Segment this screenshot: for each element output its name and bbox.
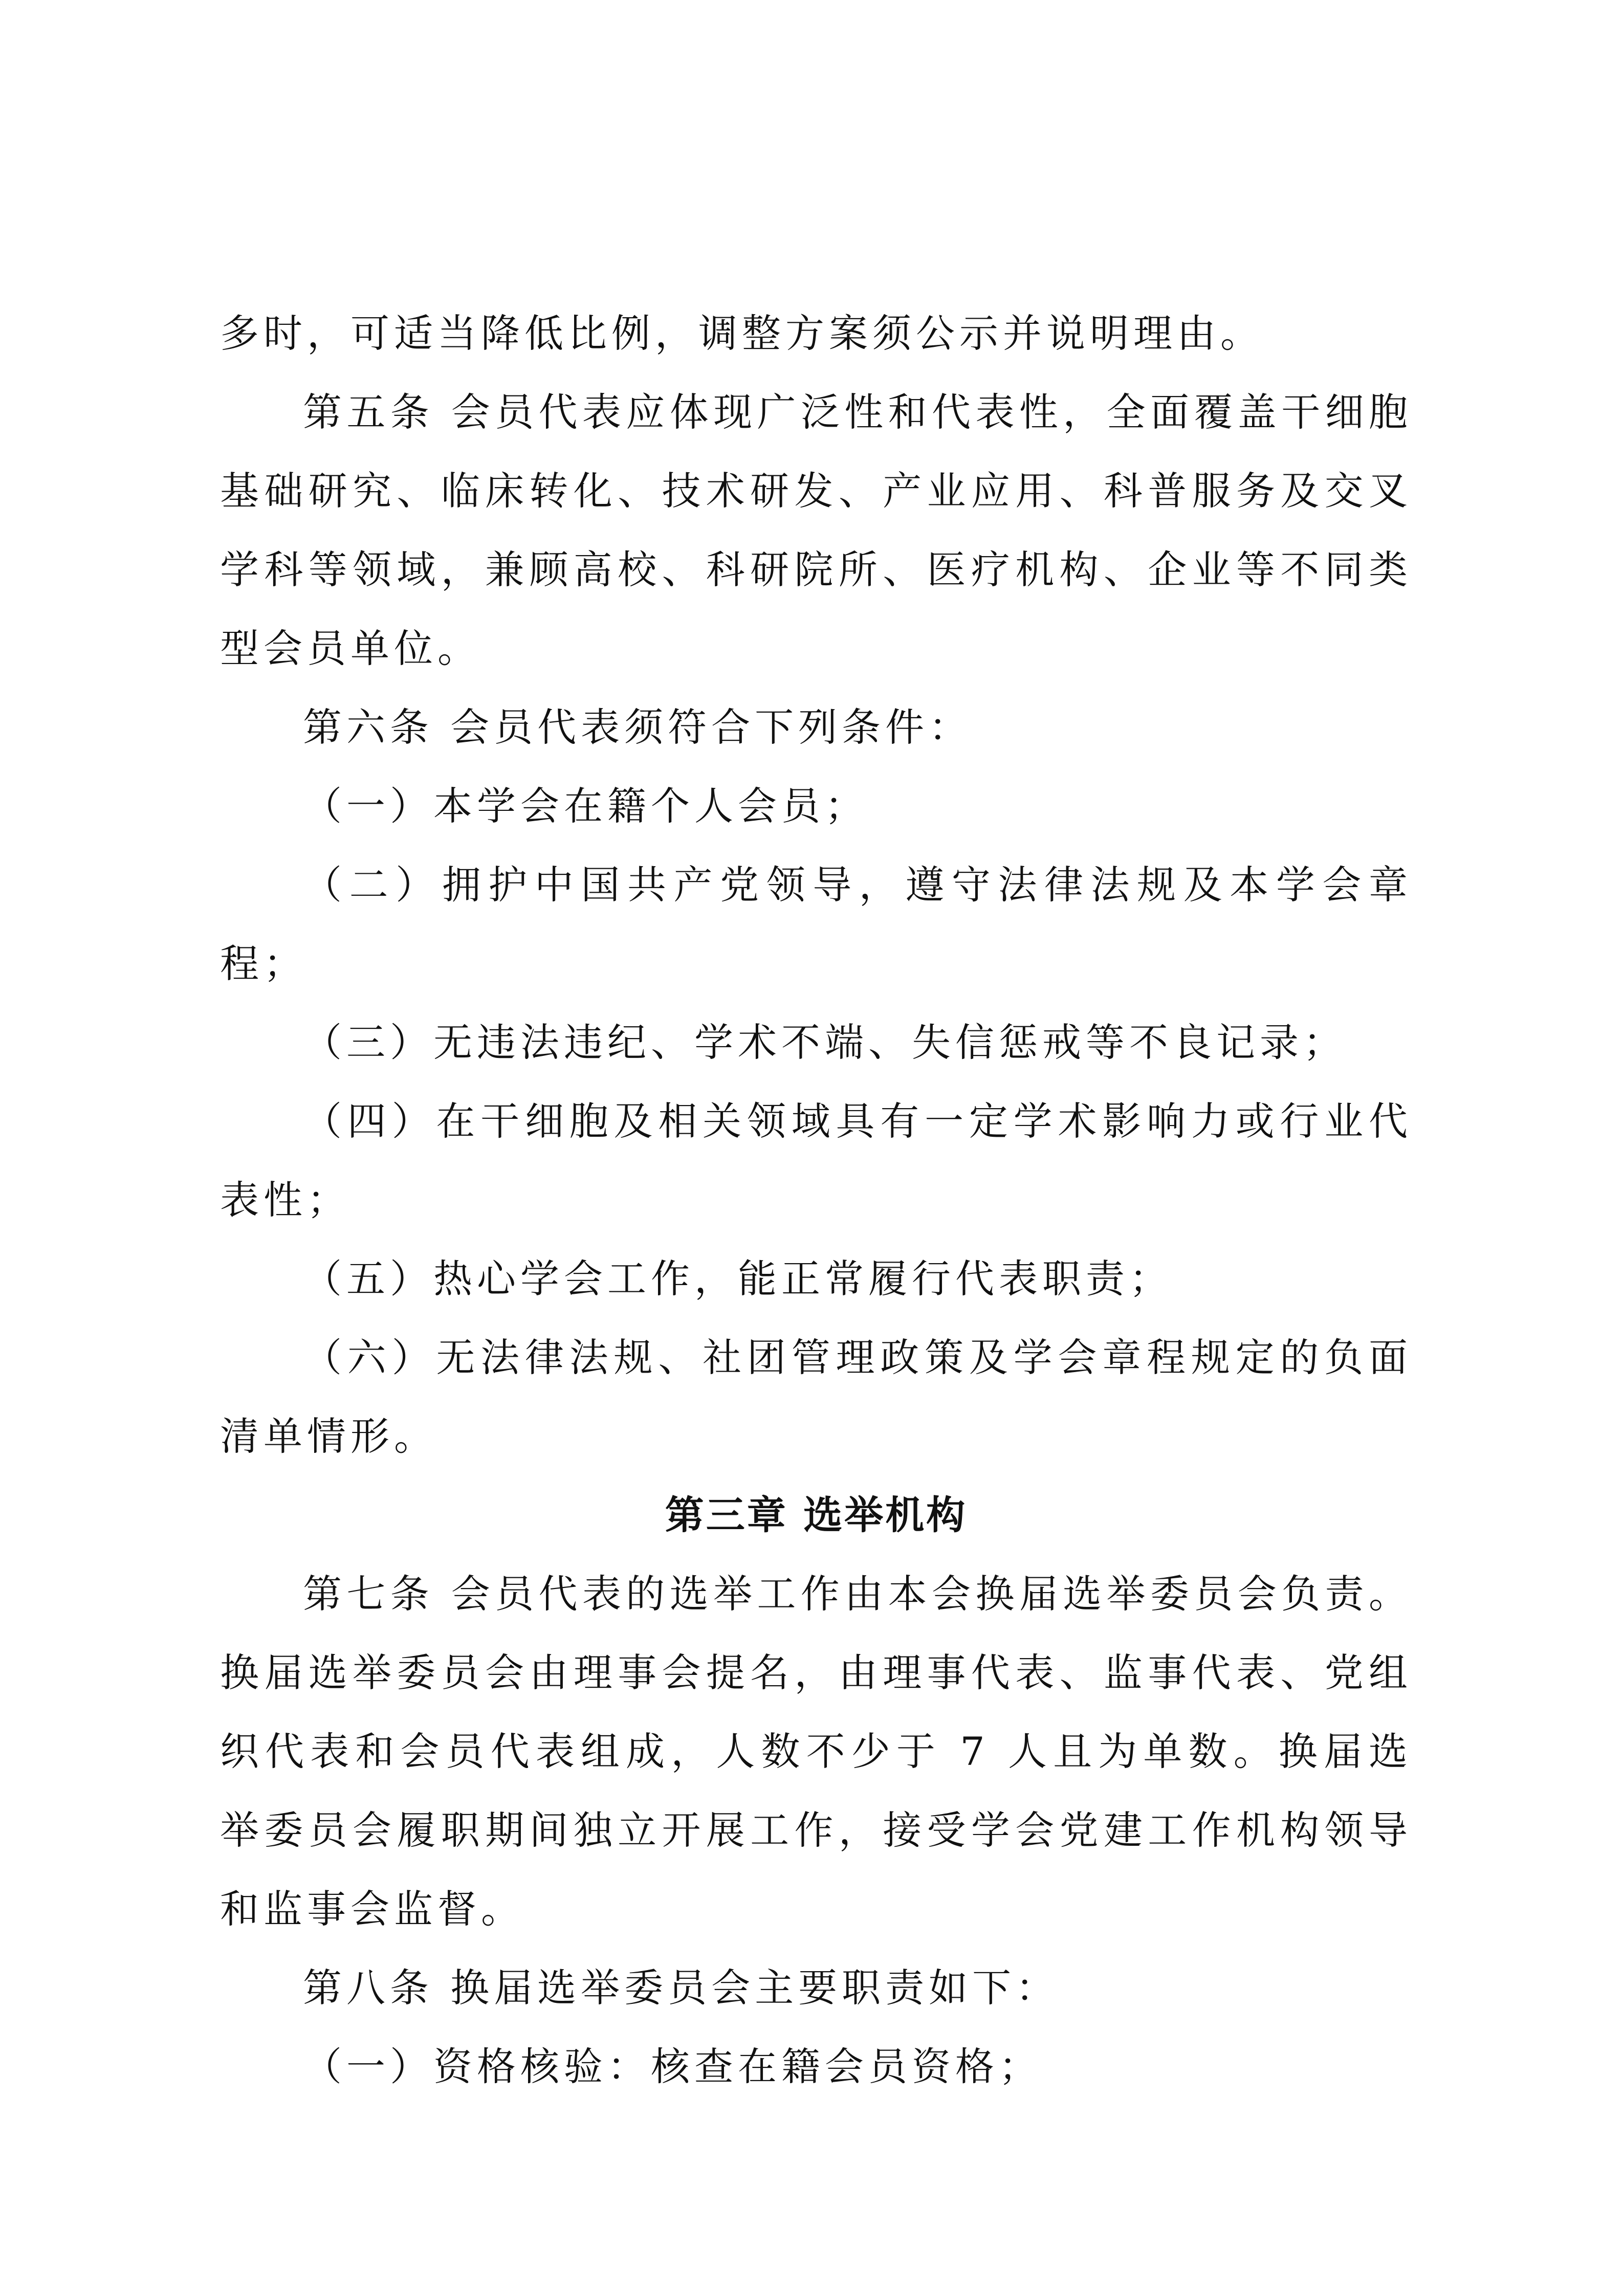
chapter-heading: 第三章 选举机构: [665, 1492, 968, 1538]
article-7: 第七条 会员代表的选举工作由本会换届选举委员会负责。换届选举委员会由理事会提名，由理事代表、监事代表、党组织代表和会员代表组成，人数不少于 7 人且为单数。换届选举委员会履职期间独立开展工作，接受学会党建工作机构领导和监事会监督。: [220, 1571, 1412, 1932]
article-6-item-3: （三）无违法违纪、学术不端、失信惩戒等不良记录；: [303, 1020, 1347, 1065]
document-body: [220, 294, 1412, 2106]
article-6-item-5: （五）热心学会工作，能正常履行代表职责；: [303, 1256, 1173, 1301]
article-8: 第八条 换届选举委员会主要职责如下：: [303, 1965, 1060, 2011]
article-6-item-4: （四）在干细胞及相关领域具有一定学术影响力或行业代表性；: [220, 1098, 1412, 1223]
article-6-item-2: （二）拥护中国共产党领导，遵守法律法规及本学会章程；: [220, 862, 1412, 986]
article-8-item-1: （一）资格核验：核查在籍会员资格；: [303, 2044, 1042, 2089]
article-6-item-6: （六）无法律法规、社团管理政策及学会章程规定的负面清单情形。: [220, 1335, 1412, 1459]
article-6-item-1: （一）本学会在籍个人会员；: [303, 783, 868, 829]
article-5: 第五条 会员代表应体现广泛性和代表性，全面覆盖干细胞基础研究、临床转化、技术研发、产业应用、科普服务及交叉学科等领域，兼顾高校、科研院所、医疗机构、企业等不同类型会员单位。: [220, 389, 1412, 671]
paragraph-continuation: 多时，可适当降低比例，调整方案须公示并说明理由。: [220, 311, 1264, 356]
article-6: 第六条 会员代表须符合下列条件：: [303, 704, 973, 750]
